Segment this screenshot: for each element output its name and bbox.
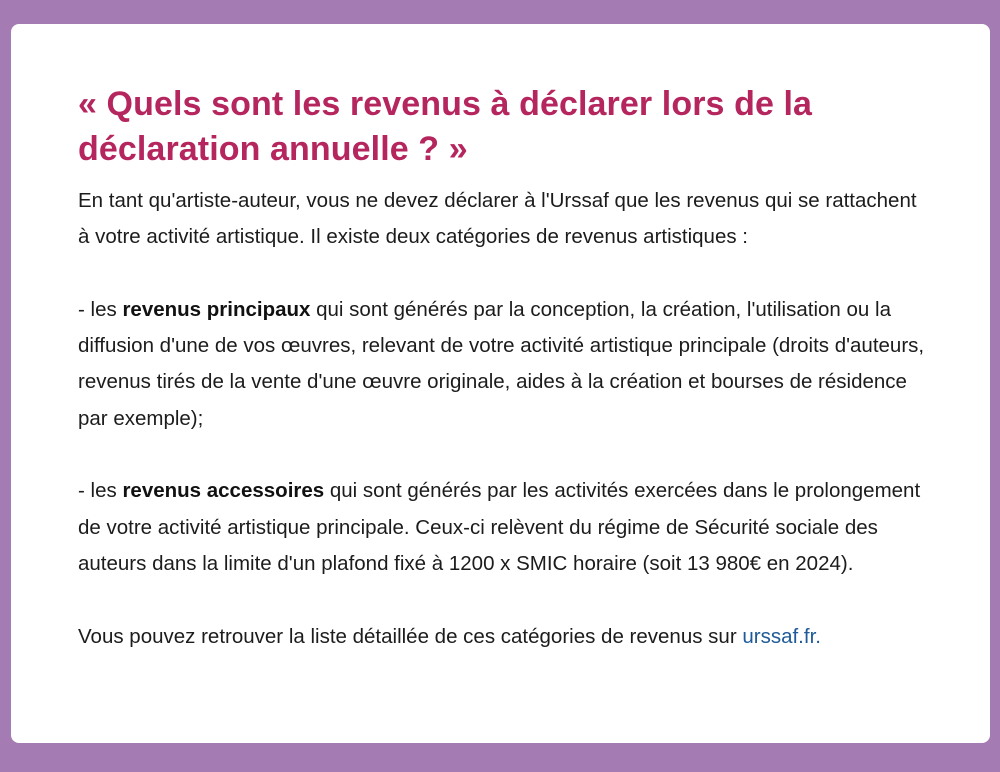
article-body <box>78 183 930 655</box>
content-card <box>11 24 990 743</box>
intro-paragraph: En tant qu'artiste-auteur, vous ne devez déclarer à l'Urssaf que les revenus qui se rattachent à votre activité artistique. Il existe deux catégories de revenus artistiques : <box>78 189 917 249</box>
urssaf-link[interactable]: urssaf.fr. <box>742 624 821 648</box>
accessory-revenue-paragraph <box>78 473 930 582</box>
paragraph-spacer <box>78 582 930 618</box>
outro-text: Vous pouvez retrouver la liste détaillée de ces catégories de revenus sur <box>78 624 743 648</box>
principal-revenue-paragraph <box>78 292 930 437</box>
principal-revenue-text: qui sont générés par la conception, la création, l'utilisation ou la diffusion d'une de vos œuvres, relevant de votre activité artistique principale (droits d'auteurs, revenus tirés de la vente d'une œuvre originale, aides à la création et bourses de résidence par exemple); <box>78 297 925 430</box>
accessory-revenue-text: qui sont générés par les activités exercées dans le prolongement de votre activité artistique principale. Ceux-ci relèvent du régime de Sécurité sociale des auteurs dans la limite d'un plafond fixé à 1200 x SMIC horaire (soit 13 980€ en 2024). <box>78 479 921 575</box>
accessory-prefix: - les <box>78 479 123 503</box>
outro-paragraph <box>78 619 930 655</box>
principal-prefix: - les <box>78 297 123 321</box>
paragraph-spacer <box>78 256 930 292</box>
page-title: « Quels sont les revenus à déclarer lors de la déclaration annuelle ? » <box>78 85 813 168</box>
accessory-revenue-term: revenus accessoires <box>122 479 325 503</box>
principal-revenue-term: revenus principaux <box>122 297 311 321</box>
paragraph-spacer <box>78 437 930 473</box>
